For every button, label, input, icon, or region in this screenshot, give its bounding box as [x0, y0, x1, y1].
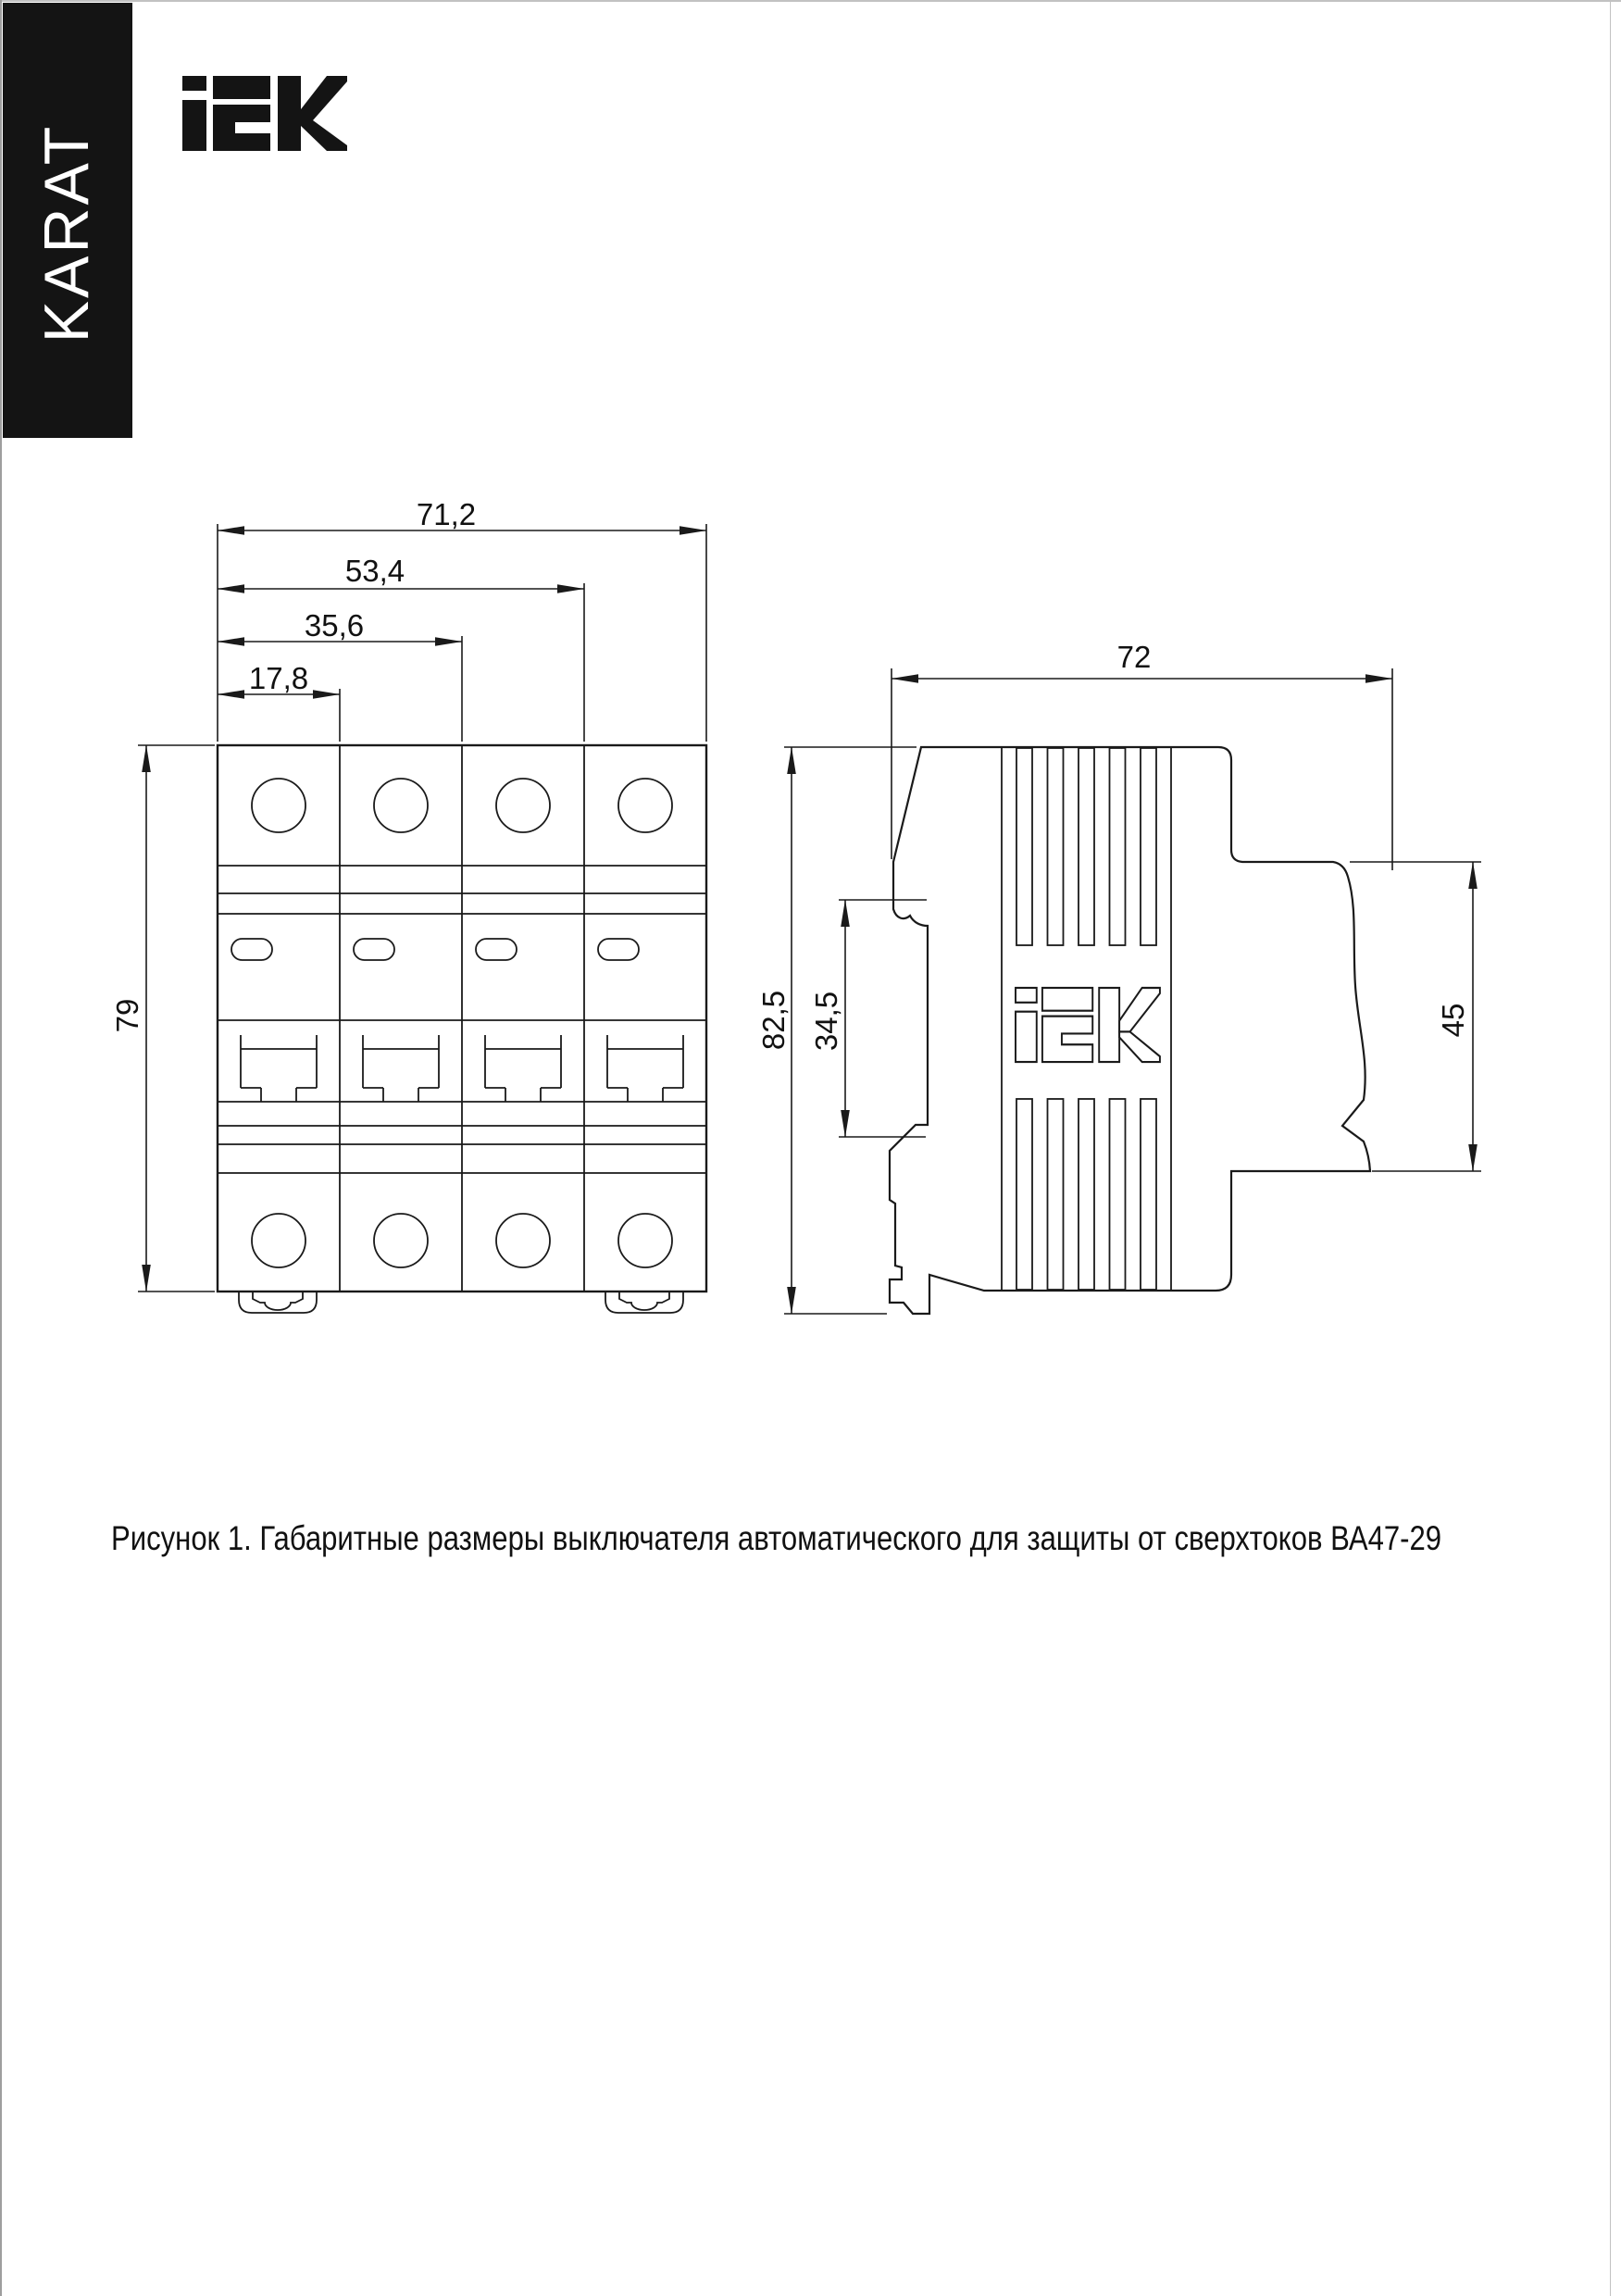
dim-label-17-8: 17,8: [248, 661, 309, 695]
dim-label-72: 72: [1116, 640, 1152, 674]
module-separators: [340, 745, 584, 1292]
front-view-dimensions: [138, 524, 706, 1292]
dim-label-53-4: 53,4: [344, 554, 405, 588]
dim-label-71-2: 71,2: [416, 497, 477, 531]
dim-label-82-5: 82,5: [756, 990, 791, 1051]
dim-label-35-6: 35,6: [304, 608, 365, 643]
dim-label-34-5: 34,5: [809, 991, 843, 1052]
dim-label-45: 45: [1436, 1003, 1470, 1038]
figure-caption: Рисунок 1. Габаритные размеры выключателя автоматического для защиты от сверхтоков ВА47-29: [111, 1519, 1442, 1557]
front-view: [218, 745, 706, 1313]
side-view-dimensions: [784, 668, 1481, 1314]
banner-label: KARAT: [31, 123, 102, 343]
vent-grooves-upper: [1016, 748, 1156, 945]
label-windows: [231, 939, 639, 960]
din-clips: [239, 1291, 683, 1313]
dim-label-79: 79: [110, 998, 144, 1033]
vent-grooves-lower: [1016, 1099, 1156, 1290]
iek-embossed-logo: [1016, 988, 1160, 1062]
side-view: [890, 747, 1370, 1314]
